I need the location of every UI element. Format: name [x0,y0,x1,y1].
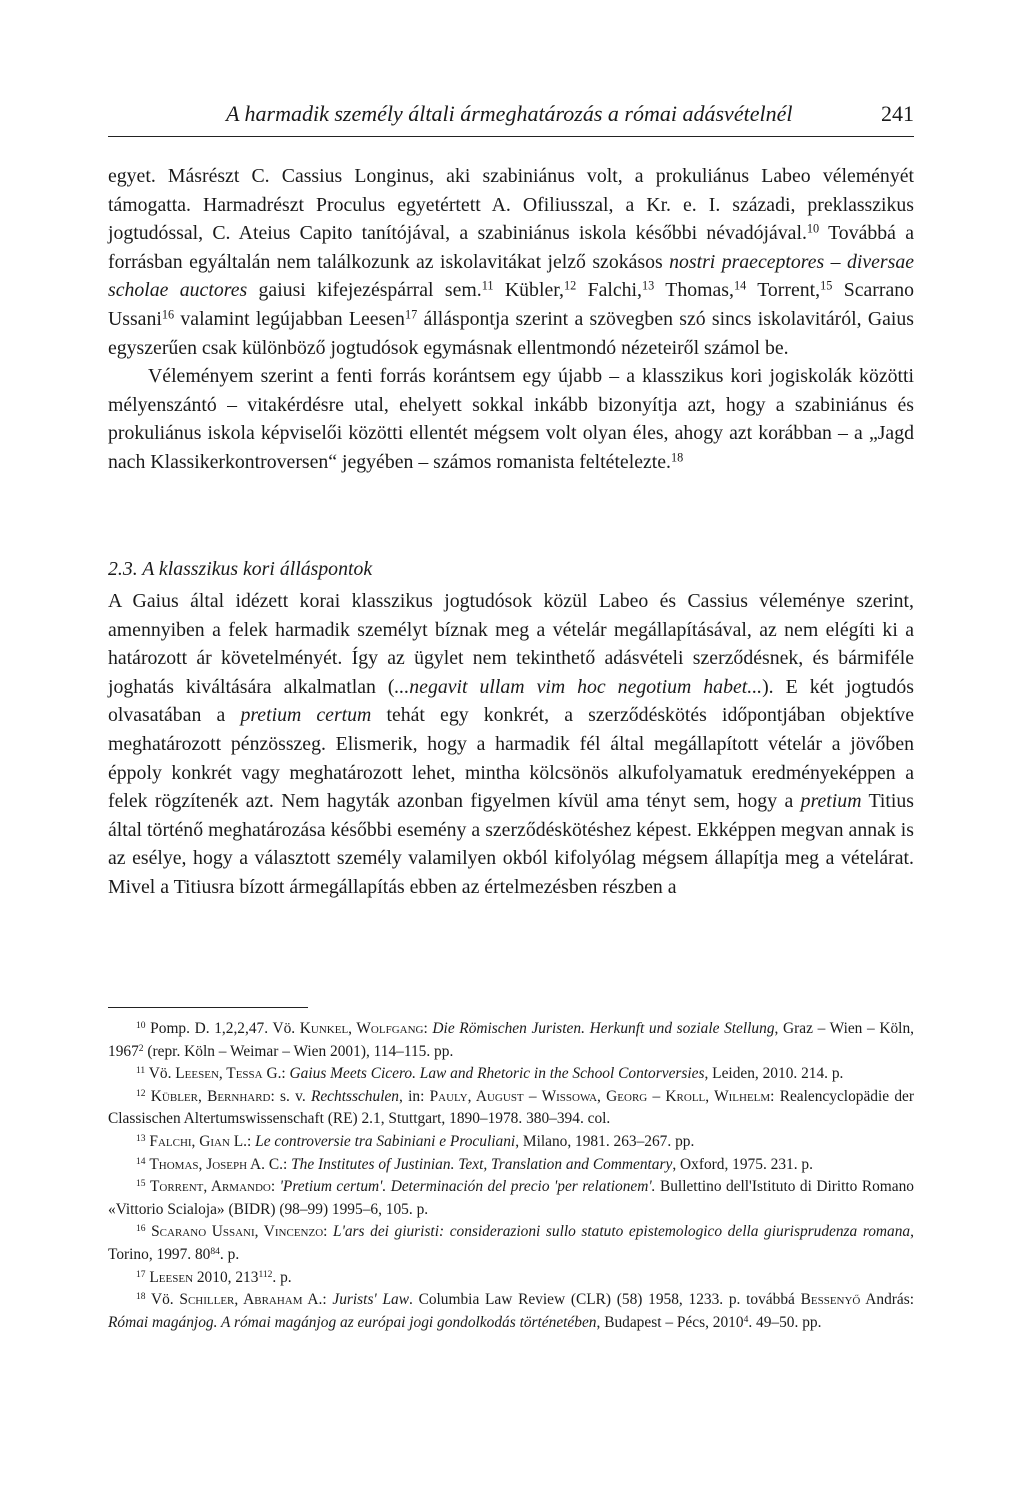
footnote-number: 10 [136,1019,146,1031]
text-run: : [281,1065,290,1083]
footnote-12 [108,1086,914,1131]
text-run: Bullettino dell'Istituto di Diritto Romano «Vittorio Scialoja» (BIDR) (98–99) 1995–6, 105. p. [108,1178,914,1218]
text-run: egyet. Másrészt C. Cassius Longinus, aki szabiniánus volt, a prokuliánus Labeo véleményét támogatta. Harmadrészt Proculus egyetértett A. Ofiliusszal, a Kr. e. I. századi, preklasszikus jogtudóssal, C. Ateius Capito tanítójával, a szabiniánus iskola későbbi névadójával. [108,165,914,245]
latin-phrase: nostri praeceptores – diversae scholae auctores [108,250,914,302]
footnotes [108,1018,914,1334]
edition-superscript: 2 [138,1042,144,1054]
footnote-18 [108,1289,914,1334]
author-name: Falchi, Gian L. [149,1132,248,1150]
text-run: Torrent, [746,279,821,302]
text-run: Vö. [145,1065,176,1083]
footnote-13 [108,1131,914,1154]
text-run: Véleményem szerint a fenti forrás korántsem egy újabb – a klasszikus kori jogiskolák közötti mélyenszántó – vitakérdésre utal, ehelyett sokkal inkább bizonyítja azt, hogy a szabiniánus és prokuliánus iskola képviselői közötti ellentét mégsem volt olyan éles, ahogy azt korábban – a „Jagd nach Klassikerkontroversen“ jegyében – számos romanista feltételezte. [108,365,914,473]
text-run: : [247,1132,256,1150]
work-title: The Institutes of Justinian. Text, Translation and Commentary [291,1155,673,1173]
text-run: Titius által történő meghatározása későbbi esemény a szerződéskötéshez képest. Ekképpen megvan annak is az esélye, hogy a választott személy valamilyen okból kifolyólag mégsem állapítja meg a vételárat. Mivel a Titiusra bízott ármegállapítás ebben az értelmezésben részben a [108,790,914,898]
footnote-17 [108,1267,914,1290]
footnote-15 [108,1176,914,1221]
text-run: András: [860,1291,914,1309]
text-run: , Oxford, 1975. 231. p. [672,1155,813,1173]
footnote-ref[interactable]: 17 [404,307,418,322]
text-run: (repr. Köln – Weimar – Wien 2001), 114–115. pp. [143,1042,454,1060]
latin-phrase: pretium certum [240,704,372,727]
edition-superscript: 4 [743,1313,749,1325]
latin-phrase: pretium [800,790,862,813]
text-run: , Torino, 1997. 80 [108,1223,914,1263]
paragraph-1 [108,162,914,362]
work-title: L'ars dei giuristi: considerazioni sullo statuto epistemologico della giurisprudenza romana [333,1223,911,1241]
note-superscript: 112 [258,1268,273,1280]
latin-phrase: ...negavit ullam vim hoc negotium habet... [394,675,763,698]
author-name: Thomas, Joseph A. C. [149,1155,283,1173]
text-run: : [322,1291,333,1309]
author-name: Bessenyő [800,1291,861,1309]
paragraph-2 [108,362,914,476]
text-run: gaiusi kifejezéspárral sem. [247,279,482,302]
document-page [108,0,914,1504]
section-title: A klasszikus kori álláspontok [142,558,373,580]
section-heading [108,555,914,584]
running-title: A harmadik személy általi ármeghatározás a római adásvételnél [226,101,793,126]
text-run: , Leiden, 2010. 214. p. [704,1065,844,1083]
author-name: Leesen, Tessa G. [175,1065,282,1083]
author-name: Torrent, Armando [150,1178,271,1196]
text-run: : [282,1155,292,1173]
footnote-number: 12 [136,1087,146,1099]
section-number: 2.3. [108,558,138,580]
footnote-ref[interactable]: 16 [161,307,175,322]
text-run: álláspontja szerint a szövegben szó sincs iskolavitáról, Gaius egyszerűen csak különböző jogtudósok egymásnak ellentmondó nézeteiről számol be. [108,307,914,359]
text-run: . Columbia Law Review (CLR) (58) 1958, 1233. p. továbbá [408,1291,801,1309]
body-text [108,162,914,477]
text-run: Vö. [145,1291,180,1309]
text-run: , in: [399,1087,430,1105]
section-paragraph-1 [108,587,914,902]
footnote-number: 13 [136,1132,146,1144]
author-name: Kunkel, Wolfgang [299,1020,424,1037]
work-title: Jurists' Law [332,1291,409,1309]
footnote-separator [108,1007,308,1008]
work-title: Gaius Meets Cicero. Law and Rhetoric in the School Contorversies [289,1065,705,1083]
text-run: 2010, 213 [193,1268,259,1286]
author-name: Scarano Ussani, Vincenzo [151,1223,324,1241]
footnote-number: 14 [136,1155,146,1167]
footnote-ref[interactable]: 11 [481,278,494,293]
text-run: : [423,1020,433,1037]
text-run: , Graz – Wien – Köln, 1967 [108,1020,915,1060]
text-run: . 49–50. pp. [748,1313,822,1331]
running-header [108,100,914,137]
footnote-ref[interactable]: 15 [820,278,833,293]
text-run: ). E két jogtudós olvasatában a [108,675,915,727]
author-name: Pauly, August – Wissowa, Georg – Kroll, Wilhelm [429,1087,771,1105]
text-run: valamint legújabban Leesen [174,307,405,330]
footnote-number: 11 [136,1064,146,1076]
footnote-10 [108,1018,914,1063]
footnote-number: 16 [136,1223,146,1235]
footnote-11 [108,1063,914,1086]
text-run: : Realencyclopädie der Classischen Altertumswissenschaft (RE) 2.1, Stuttgart, 1890–1978. 380–394. col. [108,1087,914,1128]
text-run: Falchi, [576,279,642,302]
text-run: A Gaius által idézett korai klasszikus jogtudósok közül Labeo és Cassius véleménye szerint, amennyiben a felek harmadik személyt bíznak meg a vételár megállapításával, az nem elégíti ki a határozott ár követelményét. Így az ügylet nem tekinthető adásvételi szerződésnek, és bármiféle joghatás kiváltására alkalmatlan ( [108,590,914,698]
text-run: , Budapest – Pécs, 2010 [596,1313,744,1331]
text-run: : s. v. [270,1087,311,1105]
author-name: Leesen [149,1268,194,1286]
text-run: Scarrano Ussani [108,279,915,330]
text-run: tehát egy konkrét, a szerződéskötés időpontjában objektíve meghatározott pénzösszeg. Elismerik, hogy a harmadik fél által megállapított vételár a jövőben éppoly konkrét vagy meghatározott lehet, mintha kölcsönös alkufolyamatuk eredményeképpen a felek rögzítenék azt. Nem hagyták azonban figyelmen kívül ama tényt sem, hogy a [108,704,914,813]
note-superscript: 84 [210,1245,220,1257]
page-number: 241 [881,101,914,126]
footnote-ref[interactable]: 18 [671,450,684,465]
work-title: Rechtsschulen [310,1087,399,1105]
footnote-ref[interactable]: 14 [733,278,747,293]
footnote-14 [108,1154,914,1177]
work-title: Die Römischen Juristen. Herkunft und soziale Stellung [432,1020,775,1037]
text-run: . p. [219,1245,240,1263]
work-title: Le controversie tra Sabiniani e Proculiani [255,1132,516,1150]
footnote-number: 15 [136,1177,146,1189]
text-run: Pomp. D. 1,2,2,47. Vö. [145,1020,300,1037]
text-run: Kübler, [493,279,564,302]
text-run: Thomas, [654,279,734,302]
work-title: 'Pretium certum'. Determinación del precio 'per relationem'. [279,1178,656,1196]
footnote-ref[interactable]: 10 [806,221,820,236]
footnote-number: 18 [136,1290,146,1302]
section-body [108,587,914,902]
footnote-ref[interactable]: 12 [563,278,577,293]
text-run: Továbbá a forrásban egyáltalán nem találkozunk az iskolavitákat jelző szokásos [108,222,914,273]
text-run: : [323,1223,334,1241]
text-run: , Milano, 1981. 263–267. pp. [515,1132,695,1150]
footnote-number: 17 [136,1268,146,1280]
text-run: : [270,1178,280,1196]
footnote-ref[interactable]: 13 [642,278,655,293]
work-title: Római magánjog. A római magánjog az európai jogi gondolkodás történetében [108,1313,597,1331]
author-name: Schiller, Abraham A. [179,1291,323,1309]
text-run: . p. [272,1268,292,1286]
author-name: Kübler, Bernhard [150,1087,271,1105]
footnote-16 [108,1221,914,1266]
